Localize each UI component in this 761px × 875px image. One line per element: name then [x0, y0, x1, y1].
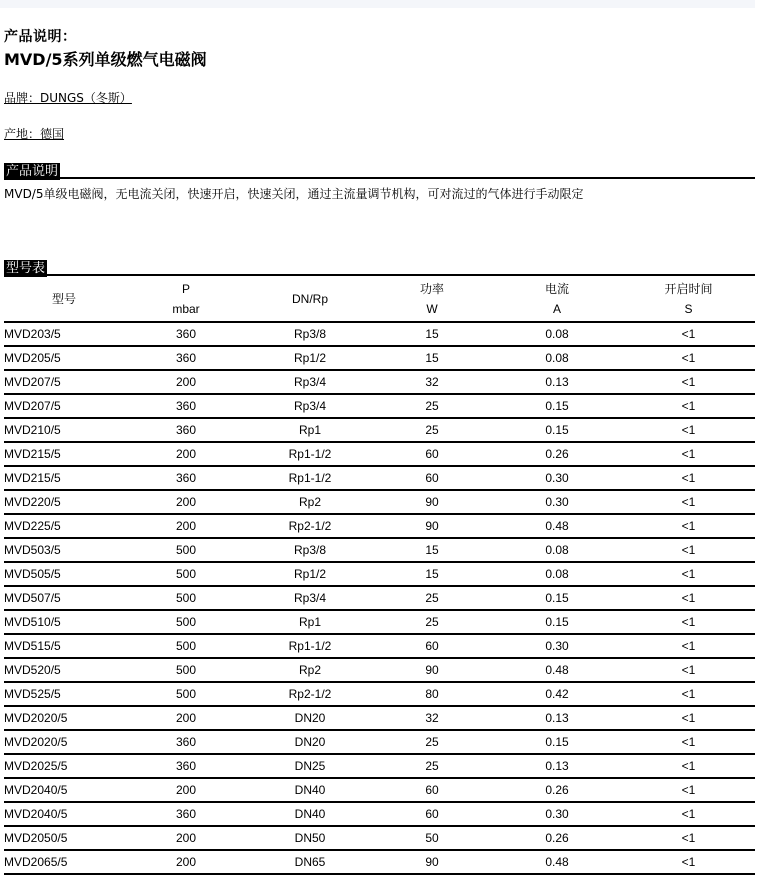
page-title: MVD/5系列单级燃气电磁阀 [4, 50, 207, 69]
cell-model: MVD215/5 [4, 442, 124, 466]
cell-current: 0.15 [492, 610, 622, 634]
cell-connection: Rp2-1/2 [248, 514, 372, 538]
cell-power: 15 [372, 346, 492, 370]
cell-connection: Rp1-1/2 [248, 634, 372, 658]
cell-connection: Rp1/2 [248, 562, 372, 586]
cell-model: MVD205/5 [4, 346, 124, 370]
cell-power: 60 [372, 802, 492, 826]
cell-current: 0.08 [492, 538, 622, 562]
cell-pressure: 500 [124, 634, 248, 658]
column-header-opening-time: 开启时间 S [622, 277, 755, 322]
cell-power: 50 [372, 826, 492, 850]
cell-connection: Rp1-1/2 [248, 442, 372, 466]
cell-connection: Rp3/4 [248, 370, 372, 394]
cell-current: 0.08 [492, 322, 622, 346]
table-row [4, 826, 755, 850]
table-row [4, 730, 755, 754]
cell-pressure: 500 [124, 562, 248, 586]
cell-pressure: 500 [124, 610, 248, 634]
intro-label: 产品说明： [4, 29, 77, 45]
table-row [4, 490, 755, 514]
cell-pressure: 360 [124, 322, 248, 346]
cell-model: MVD503/5 [4, 538, 124, 562]
cell-power: 15 [372, 322, 492, 346]
cell-model: MVD2020/5 [4, 706, 124, 730]
cell-model: MVD220/5 [4, 490, 124, 514]
cell-pressure: 360 [124, 802, 248, 826]
table-row [4, 418, 755, 442]
cell-power: 15 [372, 538, 492, 562]
table-row [4, 634, 755, 658]
cell-model: MVD510/5 [4, 610, 124, 634]
cell-opening-time: <1 [622, 514, 755, 538]
table-row [4, 538, 755, 562]
cell-connection: Rp3/8 [248, 322, 372, 346]
cell-opening-time: <1 [622, 610, 755, 634]
cell-pressure: 200 [124, 370, 248, 394]
table-row [4, 658, 755, 682]
cell-model: MVD207/5 [4, 370, 124, 394]
cell-opening-time: <1 [622, 682, 755, 706]
cell-opening-time: <1 [622, 466, 755, 490]
cell-pressure: 200 [124, 778, 248, 802]
cell-current: 0.08 [492, 346, 622, 370]
cell-model: MVD505/5 [4, 562, 124, 586]
cell-current: 0.48 [492, 850, 622, 874]
cell-connection: Rp1 [248, 610, 372, 634]
cell-opening-time: <1 [622, 586, 755, 610]
brand-link[interactable]: 品牌：DUNGS（冬斯） [4, 91, 132, 105]
table-row [4, 562, 755, 586]
cell-current: 0.26 [492, 778, 622, 802]
cell-power: 90 [372, 514, 492, 538]
cell-current: 0.13 [492, 706, 622, 730]
cell-opening-time: <1 [622, 634, 755, 658]
cell-pressure: 360 [124, 730, 248, 754]
cell-power: 25 [372, 754, 492, 778]
cell-model: MVD210/5 [4, 418, 124, 442]
cell-current: 0.15 [492, 394, 622, 418]
cell-model: MVD520/5 [4, 658, 124, 682]
cell-power: 60 [372, 442, 492, 466]
cell-opening-time: <1 [622, 418, 755, 442]
cell-connection: Rp2 [248, 658, 372, 682]
table-row [4, 442, 755, 466]
model-section-header [4, 257, 755, 276]
top-bar [0, 0, 755, 8]
cell-connection: Rp3/4 [248, 586, 372, 610]
cell-opening-time: <1 [622, 826, 755, 850]
cell-model: MVD507/5 [4, 586, 124, 610]
column-header-current: 电流 A [492, 277, 622, 322]
cell-model: MVD203/5 [4, 322, 124, 346]
cell-connection: DN20 [248, 730, 372, 754]
cell-pressure: 200 [124, 826, 248, 850]
cell-power: 25 [372, 610, 492, 634]
table-row [4, 682, 755, 706]
cell-connection: DN40 [248, 778, 372, 802]
origin-line [4, 125, 64, 142]
cell-power: 80 [372, 682, 492, 706]
cell-current: 0.08 [492, 562, 622, 586]
cell-opening-time: <1 [622, 802, 755, 826]
cell-power: 25 [372, 394, 492, 418]
cell-pressure: 200 [124, 850, 248, 874]
cell-current: 0.48 [492, 658, 622, 682]
cell-opening-time: <1 [622, 370, 755, 394]
cell-pressure: 500 [124, 682, 248, 706]
cell-opening-time: <1 [622, 850, 755, 874]
table-row [4, 514, 755, 538]
cell-power: 60 [372, 466, 492, 490]
cell-pressure: 360 [124, 394, 248, 418]
cell-pressure: 200 [124, 490, 248, 514]
cell-power: 60 [372, 634, 492, 658]
cell-opening-time: <1 [622, 322, 755, 346]
cell-connection: Rp2-1/2 [248, 682, 372, 706]
cell-connection: DN20 [248, 706, 372, 730]
cell-opening-time: <1 [622, 562, 755, 586]
column-header-model: 型号 [4, 277, 124, 322]
cell-model: MVD515/5 [4, 634, 124, 658]
cell-current: 0.13 [492, 370, 622, 394]
cell-opening-time: <1 [622, 778, 755, 802]
cell-connection: Rp3/4 [248, 394, 372, 418]
brand-line [4, 89, 132, 106]
cell-current: 0.30 [492, 634, 622, 658]
cell-power: 90 [372, 490, 492, 514]
cell-power: 90 [372, 850, 492, 874]
cell-opening-time: <1 [622, 658, 755, 682]
cell-connection: Rp1/2 [248, 346, 372, 370]
cell-opening-time: <1 [622, 394, 755, 418]
cell-pressure: 500 [124, 658, 248, 682]
cell-pressure: 360 [124, 466, 248, 490]
cell-power: 60 [372, 778, 492, 802]
cell-pressure: 360 [124, 754, 248, 778]
cell-power: 15 [372, 562, 492, 586]
table-row [4, 322, 755, 346]
table-row [4, 466, 755, 490]
cell-current: 0.30 [492, 490, 622, 514]
cell-current: 0.15 [492, 586, 622, 610]
origin-link[interactable]: 产地：德国 [4, 127, 65, 141]
table-row [4, 586, 755, 610]
cell-model: MVD2050/5 [4, 826, 124, 850]
cell-model: MVD2065/5 [4, 850, 124, 874]
table-row [4, 778, 755, 802]
table-row [4, 370, 755, 394]
cell-opening-time: <1 [622, 730, 755, 754]
cell-model: MVD215/5 [4, 466, 124, 490]
cell-connection: Rp1 [248, 418, 372, 442]
model-table [4, 277, 755, 875]
cell-connection: DN40 [248, 802, 372, 826]
cell-opening-time: <1 [622, 442, 755, 466]
description-heading: 产品说明 [6, 164, 59, 179]
cell-current: 0.13 [492, 754, 622, 778]
cell-current: 0.42 [492, 682, 622, 706]
description-text: MVD/5单级电磁阀，无电流关闭，快速开启，快速关闭，通过主流量调节机构，可对流过的气体进行手动限定 [4, 187, 584, 201]
description-section-header [4, 160, 755, 179]
cell-connection: Rp3/8 [248, 538, 372, 562]
cell-power: 32 [372, 706, 492, 730]
cell-connection: Rp2 [248, 490, 372, 514]
table-row [4, 802, 755, 826]
cell-pressure: 500 [124, 586, 248, 610]
table-row [4, 346, 755, 370]
cell-pressure: 200 [124, 514, 248, 538]
cell-connection: DN50 [248, 826, 372, 850]
cell-pressure: 200 [124, 442, 248, 466]
cell-power: 32 [372, 370, 492, 394]
cell-power: 90 [372, 658, 492, 682]
model-heading: 型号表 [6, 261, 46, 276]
table-row [4, 754, 755, 778]
table-body [4, 322, 755, 874]
cell-model: MVD525/5 [4, 682, 124, 706]
cell-connection: DN65 [248, 850, 372, 874]
cell-current: 0.48 [492, 514, 622, 538]
cell-power: 25 [372, 418, 492, 442]
column-header-power: 功率 W [372, 277, 492, 322]
cell-current: 0.30 [492, 466, 622, 490]
cell-current: 0.15 [492, 418, 622, 442]
cell-power: 25 [372, 730, 492, 754]
cell-model: MVD2025/5 [4, 754, 124, 778]
column-header-pressure: P mbar [124, 277, 248, 322]
table-row [4, 610, 755, 634]
cell-model: MVD2040/5 [4, 778, 124, 802]
column-header-connection: DN/Rp [248, 277, 372, 322]
cell-model: MVD225/5 [4, 514, 124, 538]
cell-current: 0.26 [492, 442, 622, 466]
table-row [4, 850, 755, 874]
cell-pressure: 500 [124, 538, 248, 562]
cell-opening-time: <1 [622, 538, 755, 562]
table-header-row [4, 277, 755, 322]
cell-opening-time: <1 [622, 754, 755, 778]
cell-model: MVD2020/5 [4, 730, 124, 754]
cell-pressure: 360 [124, 346, 248, 370]
cell-connection: DN25 [248, 754, 372, 778]
table-row [4, 394, 755, 418]
cell-opening-time: <1 [622, 490, 755, 514]
cell-model: MVD2040/5 [4, 802, 124, 826]
cell-current: 0.15 [492, 730, 622, 754]
cell-model: MVD207/5 [4, 394, 124, 418]
cell-connection: Rp1-1/2 [248, 466, 372, 490]
cell-pressure: 200 [124, 706, 248, 730]
cell-pressure: 360 [124, 418, 248, 442]
table-row [4, 706, 755, 730]
cell-current: 0.26 [492, 826, 622, 850]
cell-current: 0.30 [492, 802, 622, 826]
cell-opening-time: <1 [622, 706, 755, 730]
cell-opening-time: <1 [622, 346, 755, 370]
cell-power: 25 [372, 586, 492, 610]
